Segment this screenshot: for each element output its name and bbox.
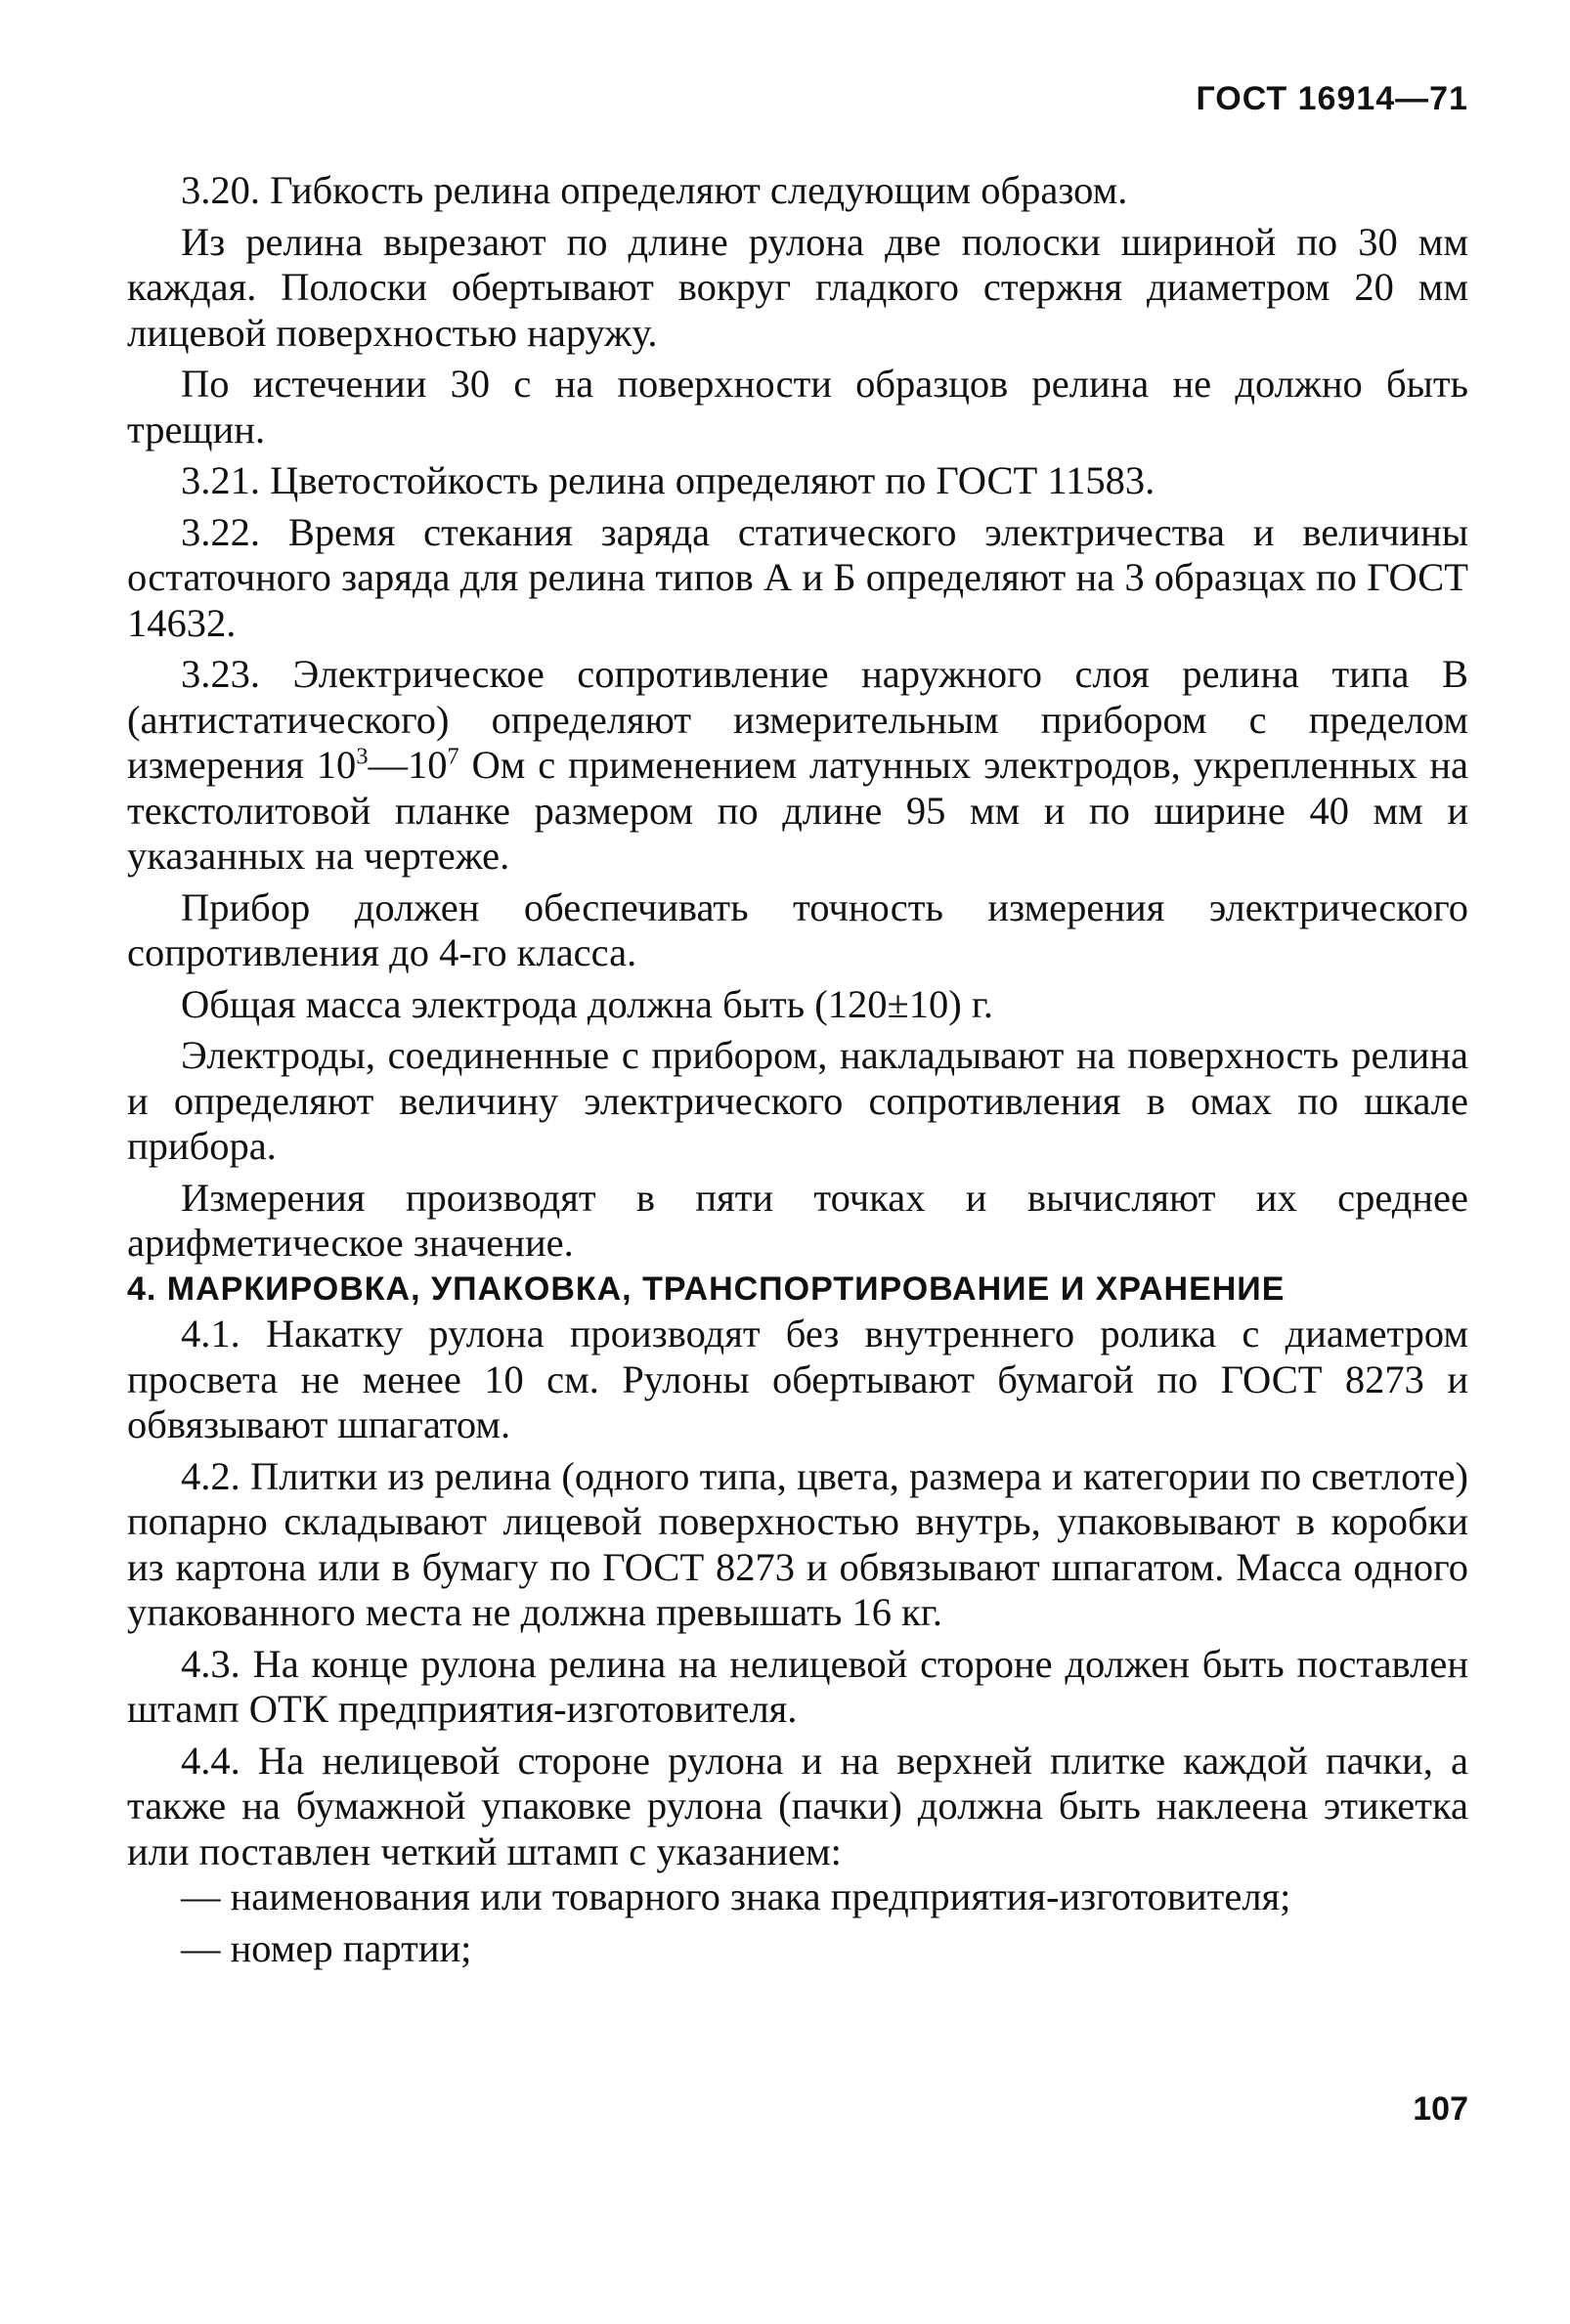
standard-code-header: ГОСТ 16914—71	[1196, 80, 1468, 117]
document-body	[127, 168, 1468, 1971]
paragraph-4-3: 4.3. На конце рулона релина на нелицевой стороне должен быть поставлен штамп ОТК предприятия-изготовителя.	[127, 1641, 1468, 1731]
paragraph-3-23-method: Электроды, соединенные с прибором, накладывают на поверхность релина и определяют величину электрического сопротивления в омах по шкале прибора.	[127, 1033, 1468, 1168]
page-number: 107	[1413, 2090, 1468, 2128]
paragraph-3-20-text: Из релина вырезают по длине рулона две полоски шириной по 30 мм каждая. Полоски обертывают вокруг гладкого стержня диаметром 20 мм лицевой поверхностью наружу.	[127, 219, 1468, 355]
paragraph-4-4: 4.4. На нелицевой стороне рулона и на верхней плитке каждой пачки, а также на бумажной упаковке рулона (пачки) должна быть наклеена этикетка или поставлен четкий штамп с указанием:	[127, 1738, 1468, 1873]
p3-23-text-end: Ом с применением латунных электродов, укрепленных на текстолитовой планке размером по длине 95 мм и по ширине 40 мм и указанных на чертеже.	[127, 743, 1468, 878]
list-item-batch-number: — номер партии;	[181, 1925, 472, 1970]
paragraph-4-1: 4.1. Накатку рулона производят без внутреннего ролика с диаметром просвета не менее 10 см. Рулоны обертывают бумагой по ГОСТ 8273 и обвязывают шпагатом.	[127, 1312, 1468, 1446]
paragraph-3-20-result: По истечении 30 с на поверхности образцов релина не должно быть трещин.	[127, 362, 1468, 452]
list-item-manufacturer: — наименования или товарного знака предприятия-изготовителя;	[181, 1874, 1291, 1918]
paragraph-3-22: 3.22. Время стекания заряда статического электричества и величины остаточного заряда для релина типов А и Б определяют на 3 образцах по ГОСТ 14632.	[127, 509, 1468, 645]
paragraph-3-23	[127, 652, 1468, 880]
exponent-3: 3	[356, 743, 369, 770]
paragraph-3-23-mass: Общая масса электрода должна быть (120±10) г.	[181, 981, 994, 1026]
exponent-7: 7	[447, 743, 459, 770]
paragraph-3-23-measure: Измерения производят в пяти точках и вычисляют их среднее арифметическое значение.	[127, 1175, 1468, 1265]
p3-23-text-start: 3.23. Электрическое сопротивление наружного слоя релина типа В (антистатического) определяют измерительным прибором с пределом измерения 10	[127, 652, 1468, 787]
p3-23-dash: —10	[368, 743, 448, 787]
paragraph-3-21: 3.21. Цветостойкость релина определяют по ГОСТ 11583.	[181, 458, 1156, 502]
paragraph-4-2: 4.2. Плитки из релина (одного типа, цвета, размера и категории по светлоте) попарно складывают лицевой поверхностью внутрь, упаковывают в коробки из картона или в бумагу по ГОСТ 8273 и обвязывают шпагатом. Масса одного упакованного места не должна превышать 16 кг.	[127, 1453, 1468, 1634]
paragraph-3-23-accuracy: Прибор должен обеспечивать точность измерения электрического сопротивления до 4-го класса.	[127, 884, 1468, 974]
paragraph-3-20: 3.20. Гибкость релина определяют следующим образом.	[181, 168, 1128, 212]
section-4-heading: 4. МАРКИРОВКА, УПАКОВКА, ТРАНСПОРТИРОВАНИЕ И ХРАНЕНИЕ	[127, 1270, 1286, 1308]
